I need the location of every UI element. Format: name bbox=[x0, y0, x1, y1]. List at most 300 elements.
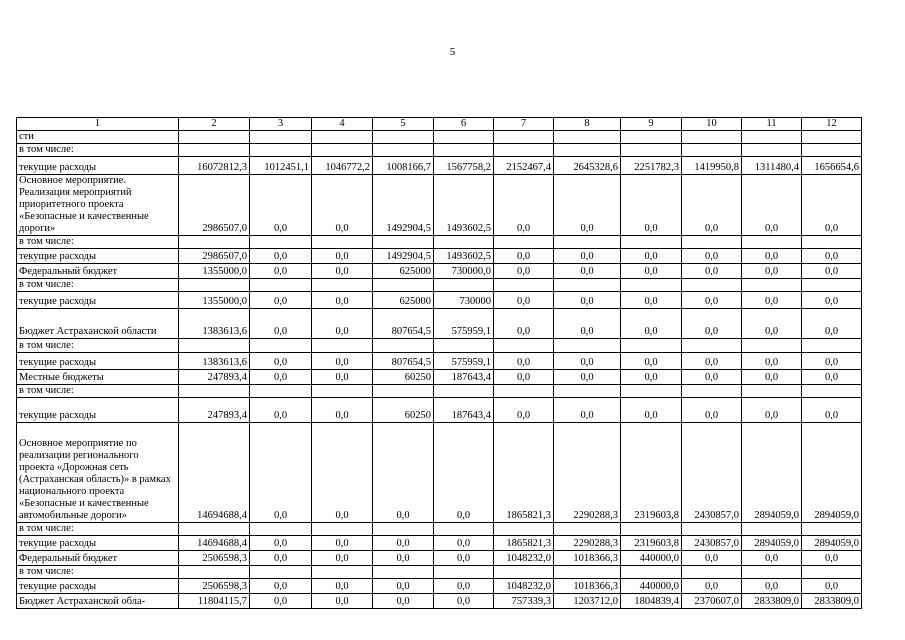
row-label-cell: в том числе: bbox=[17, 339, 179, 353]
value-cell: 0,0 bbox=[621, 249, 682, 264]
value-cell bbox=[373, 279, 434, 292]
value-cell: 0,0 bbox=[742, 264, 802, 279]
value-cell: 0,0 bbox=[373, 594, 434, 609]
value-cell: 0,0 bbox=[312, 579, 373, 594]
value-cell bbox=[179, 131, 250, 144]
column-header: 12 bbox=[802, 118, 862, 131]
value-cell: 0,0 bbox=[312, 370, 373, 385]
row-label-cell: в том числе: bbox=[17, 385, 179, 398]
value-cell bbox=[621, 279, 682, 292]
value-cell: 0,0 bbox=[312, 398, 373, 423]
column-header: 8 bbox=[554, 118, 621, 131]
value-cell: 1419950,8 bbox=[682, 157, 742, 175]
value-cell bbox=[682, 131, 742, 144]
value-cell: 0,0 bbox=[554, 175, 621, 236]
value-cell: 0,0 bbox=[312, 536, 373, 551]
value-cell: 0,0 bbox=[434, 579, 494, 594]
value-cell: 60250 bbox=[373, 370, 434, 385]
value-cell: 2370607,0 bbox=[682, 594, 742, 609]
value-cell bbox=[682, 279, 742, 292]
value-cell bbox=[373, 566, 434, 579]
value-cell: 0,0 bbox=[682, 175, 742, 236]
value-cell: 2152467,4 bbox=[494, 157, 554, 175]
value-cell bbox=[554, 385, 621, 398]
value-cell: 0,0 bbox=[742, 370, 802, 385]
value-cell: 1865821,3 bbox=[494, 423, 554, 523]
row-label-cell: текущие расходы bbox=[17, 353, 179, 370]
value-cell bbox=[742, 236, 802, 249]
value-cell bbox=[179, 385, 250, 398]
value-cell bbox=[250, 236, 312, 249]
value-cell bbox=[554, 236, 621, 249]
value-cell: 1355000,0 bbox=[179, 264, 250, 279]
value-cell: 247893,4 bbox=[179, 398, 250, 423]
value-cell: 2430857,0 bbox=[682, 536, 742, 551]
value-cell: 0,0 bbox=[250, 579, 312, 594]
value-cell bbox=[802, 279, 862, 292]
value-cell bbox=[682, 385, 742, 398]
value-cell bbox=[554, 131, 621, 144]
row-label-cell: текущие расходы bbox=[17, 292, 179, 309]
value-cell: 0,0 bbox=[250, 370, 312, 385]
value-cell bbox=[373, 339, 434, 353]
row-label-cell: Федеральный бюджет bbox=[17, 264, 179, 279]
value-cell: 0,0 bbox=[554, 292, 621, 309]
row-label-cell: в том числе: bbox=[17, 523, 179, 536]
value-cell: 0,0 bbox=[621, 353, 682, 370]
value-cell: 0,0 bbox=[250, 264, 312, 279]
table-row bbox=[17, 398, 862, 423]
row-label-cell: в том числе: bbox=[17, 236, 179, 249]
value-cell: 2894059,0 bbox=[742, 423, 802, 523]
table-row bbox=[17, 594, 862, 609]
value-cell: 1355000,0 bbox=[179, 292, 250, 309]
value-cell: 0,0 bbox=[802, 175, 862, 236]
column-header: 11 bbox=[742, 118, 802, 131]
row-label-cell: сти bbox=[17, 131, 179, 144]
value-cell: 2986507,0 bbox=[179, 249, 250, 264]
value-cell bbox=[373, 131, 434, 144]
value-cell bbox=[312, 339, 373, 353]
value-cell: 0,0 bbox=[802, 579, 862, 594]
value-cell: 0,0 bbox=[682, 264, 742, 279]
value-cell: 14694688,4 bbox=[179, 423, 250, 523]
value-cell bbox=[742, 385, 802, 398]
value-cell: 0,0 bbox=[373, 579, 434, 594]
value-cell bbox=[554, 279, 621, 292]
value-cell bbox=[179, 279, 250, 292]
value-cell bbox=[250, 144, 312, 157]
value-cell: 0,0 bbox=[494, 398, 554, 423]
value-cell: 1018366,3 bbox=[554, 551, 621, 566]
row-label-cell: Бюджет Астраханской обла- bbox=[17, 594, 179, 609]
value-cell bbox=[802, 236, 862, 249]
value-cell bbox=[494, 279, 554, 292]
value-cell bbox=[554, 339, 621, 353]
value-cell: 0,0 bbox=[621, 309, 682, 339]
value-cell: 0,0 bbox=[434, 551, 494, 566]
value-cell: 0,0 bbox=[312, 249, 373, 264]
value-cell bbox=[312, 279, 373, 292]
value-cell: 2319603,8 bbox=[621, 536, 682, 551]
value-cell: 1493602,5 bbox=[434, 249, 494, 264]
value-cell bbox=[179, 144, 250, 157]
row-label-cell: Бюджет Астраханской области bbox=[17, 309, 179, 339]
value-cell: 0,0 bbox=[742, 551, 802, 566]
value-cell bbox=[373, 523, 434, 536]
row-label-cell: Основное мероприятие по реализации регионального проекта «Дорожная сеть (Астраханская область)» в рамках национального проекта «Безопасные и качественные автомобильные дороги» bbox=[17, 423, 179, 523]
value-cell: 625000 bbox=[373, 292, 434, 309]
value-cell: 11804115,7 bbox=[179, 594, 250, 609]
value-cell: 2986507,0 bbox=[179, 175, 250, 236]
column-header: 9 bbox=[621, 118, 682, 131]
column-number-row bbox=[17, 118, 862, 131]
value-cell: 1046772,2 bbox=[312, 157, 373, 175]
table-row bbox=[17, 144, 862, 157]
value-cell: 1656654,6 bbox=[802, 157, 862, 175]
value-cell bbox=[742, 144, 802, 157]
value-cell: 0,0 bbox=[312, 551, 373, 566]
value-cell bbox=[434, 131, 494, 144]
value-cell: 14694688,4 bbox=[179, 536, 250, 551]
value-cell: 1493602,5 bbox=[434, 175, 494, 236]
value-cell bbox=[494, 339, 554, 353]
value-cell: 1012451,1 bbox=[250, 157, 312, 175]
column-header: 1 bbox=[17, 118, 179, 131]
value-cell: 0,0 bbox=[621, 175, 682, 236]
value-cell: 0,0 bbox=[554, 353, 621, 370]
value-cell: 0,0 bbox=[312, 594, 373, 609]
value-cell: 0,0 bbox=[312, 292, 373, 309]
value-cell: 0,0 bbox=[682, 249, 742, 264]
value-cell bbox=[312, 523, 373, 536]
column-header: 5 bbox=[373, 118, 434, 131]
value-cell: 440000,0 bbox=[621, 579, 682, 594]
value-cell bbox=[742, 339, 802, 353]
value-cell: 0,0 bbox=[250, 175, 312, 236]
value-cell bbox=[434, 279, 494, 292]
value-cell bbox=[434, 566, 494, 579]
value-cell bbox=[494, 131, 554, 144]
value-cell: 0,0 bbox=[682, 551, 742, 566]
value-cell bbox=[802, 566, 862, 579]
value-cell bbox=[494, 566, 554, 579]
value-cell: 807654,5 bbox=[373, 309, 434, 339]
value-cell bbox=[250, 339, 312, 353]
value-cell: 2833809,0 bbox=[802, 594, 862, 609]
row-label-cell: текущие расходы bbox=[17, 536, 179, 551]
value-cell bbox=[742, 523, 802, 536]
value-cell bbox=[682, 566, 742, 579]
value-cell: 0,0 bbox=[312, 309, 373, 339]
value-cell: 0,0 bbox=[250, 551, 312, 566]
value-cell bbox=[682, 339, 742, 353]
value-cell: 0,0 bbox=[312, 264, 373, 279]
value-cell: 187643,4 bbox=[434, 370, 494, 385]
value-cell: 187643,4 bbox=[434, 398, 494, 423]
value-cell bbox=[434, 385, 494, 398]
value-cell: 0,0 bbox=[621, 264, 682, 279]
table-row bbox=[17, 292, 862, 309]
value-cell: 60250 bbox=[373, 398, 434, 423]
value-cell bbox=[621, 339, 682, 353]
table-row bbox=[17, 423, 862, 523]
value-cell: 0,0 bbox=[802, 370, 862, 385]
value-cell: 757339,3 bbox=[494, 594, 554, 609]
value-cell: 0,0 bbox=[802, 398, 862, 423]
value-cell: 1804839,4 bbox=[621, 594, 682, 609]
table-row bbox=[17, 279, 862, 292]
value-cell: 2290288,3 bbox=[554, 536, 621, 551]
column-header: 7 bbox=[494, 118, 554, 131]
value-cell: 1492904,5 bbox=[373, 249, 434, 264]
value-cell: 0,0 bbox=[250, 536, 312, 551]
value-cell bbox=[494, 385, 554, 398]
table-row bbox=[17, 566, 862, 579]
value-cell: 0,0 bbox=[802, 292, 862, 309]
value-cell: 0,0 bbox=[250, 309, 312, 339]
value-cell bbox=[554, 566, 621, 579]
value-cell: 2506598,3 bbox=[179, 551, 250, 566]
value-cell: 1492904,5 bbox=[373, 175, 434, 236]
value-cell: 1048232,0 bbox=[494, 579, 554, 594]
value-cell: 0,0 bbox=[494, 370, 554, 385]
table-row bbox=[17, 523, 862, 536]
value-cell: 2894059,0 bbox=[742, 536, 802, 551]
value-cell bbox=[802, 385, 862, 398]
value-cell: 1865821,3 bbox=[494, 536, 554, 551]
value-cell bbox=[621, 236, 682, 249]
row-label-cell: Основное мероприятие. Реализация мероприятий приоритетного проекта «Безопасные и качественные дороги» bbox=[17, 175, 179, 236]
row-label-cell: в том числе: bbox=[17, 566, 179, 579]
value-cell: 0,0 bbox=[312, 353, 373, 370]
table-row bbox=[17, 264, 862, 279]
value-cell: 0,0 bbox=[682, 309, 742, 339]
value-cell: 0,0 bbox=[494, 264, 554, 279]
value-cell: 1018366,3 bbox=[554, 579, 621, 594]
value-cell bbox=[621, 566, 682, 579]
value-cell: 2894059,0 bbox=[802, 536, 862, 551]
value-cell bbox=[373, 144, 434, 157]
value-cell: 0,0 bbox=[742, 353, 802, 370]
value-cell: 0,0 bbox=[554, 264, 621, 279]
value-cell: 0,0 bbox=[250, 398, 312, 423]
table-row bbox=[17, 309, 862, 339]
value-cell: 2290288,3 bbox=[554, 423, 621, 523]
value-cell: 0,0 bbox=[621, 370, 682, 385]
value-cell: 0,0 bbox=[250, 594, 312, 609]
value-cell bbox=[742, 131, 802, 144]
value-cell: 0,0 bbox=[621, 398, 682, 423]
value-cell: 0,0 bbox=[802, 353, 862, 370]
value-cell bbox=[554, 144, 621, 157]
value-cell: 16072812,3 bbox=[179, 157, 250, 175]
row-label-cell: в том числе: bbox=[17, 279, 179, 292]
table-row bbox=[17, 385, 862, 398]
value-cell bbox=[682, 236, 742, 249]
value-cell bbox=[802, 523, 862, 536]
value-cell bbox=[250, 279, 312, 292]
value-cell: 0,0 bbox=[682, 579, 742, 594]
value-cell: 0,0 bbox=[312, 423, 373, 523]
value-cell: 0,0 bbox=[373, 423, 434, 523]
value-cell: 0,0 bbox=[682, 370, 742, 385]
value-cell: 0,0 bbox=[494, 309, 554, 339]
value-cell bbox=[742, 566, 802, 579]
value-cell: 2645328,6 bbox=[554, 157, 621, 175]
value-cell: 0,0 bbox=[250, 292, 312, 309]
value-cell: 0,0 bbox=[554, 309, 621, 339]
value-cell bbox=[179, 339, 250, 353]
table-row bbox=[17, 236, 862, 249]
value-cell bbox=[682, 144, 742, 157]
value-cell bbox=[494, 144, 554, 157]
value-cell bbox=[373, 385, 434, 398]
value-cell: 575959,1 bbox=[434, 309, 494, 339]
value-cell: 730000,0 bbox=[434, 264, 494, 279]
column-header: 3 bbox=[250, 118, 312, 131]
table-row bbox=[17, 249, 862, 264]
value-cell: 0,0 bbox=[434, 536, 494, 551]
value-cell: 0,0 bbox=[250, 249, 312, 264]
value-cell bbox=[312, 385, 373, 398]
column-header: 2 bbox=[179, 118, 250, 131]
value-cell: 0,0 bbox=[802, 249, 862, 264]
table-row bbox=[17, 370, 862, 385]
value-cell: 0,0 bbox=[742, 398, 802, 423]
value-cell: 0,0 bbox=[742, 249, 802, 264]
value-cell: 2833809,0 bbox=[742, 594, 802, 609]
value-cell bbox=[179, 523, 250, 536]
row-label-cell: Федеральный бюджет bbox=[17, 551, 179, 566]
value-cell: 0,0 bbox=[742, 309, 802, 339]
value-cell: 0,0 bbox=[494, 249, 554, 264]
value-cell: 0,0 bbox=[554, 370, 621, 385]
value-cell: 625000 bbox=[373, 264, 434, 279]
value-cell bbox=[621, 385, 682, 398]
value-cell bbox=[494, 523, 554, 536]
value-cell: 0,0 bbox=[742, 579, 802, 594]
table-row bbox=[17, 175, 862, 236]
value-cell: 440000,0 bbox=[621, 551, 682, 566]
value-cell: 0,0 bbox=[434, 423, 494, 523]
value-cell: 0,0 bbox=[554, 398, 621, 423]
value-cell: 1383613,6 bbox=[179, 309, 250, 339]
value-cell: 0,0 bbox=[802, 551, 862, 566]
value-cell bbox=[250, 385, 312, 398]
column-header: 10 bbox=[682, 118, 742, 131]
value-cell bbox=[179, 236, 250, 249]
value-cell bbox=[250, 131, 312, 144]
value-cell bbox=[373, 236, 434, 249]
value-cell: 0,0 bbox=[682, 292, 742, 309]
table-row bbox=[17, 339, 862, 353]
table-row bbox=[17, 579, 862, 594]
value-cell bbox=[312, 144, 373, 157]
value-cell bbox=[802, 339, 862, 353]
value-cell bbox=[621, 144, 682, 157]
value-cell: 0,0 bbox=[434, 594, 494, 609]
value-cell bbox=[802, 144, 862, 157]
value-cell bbox=[434, 144, 494, 157]
value-cell: 1203712,0 bbox=[554, 594, 621, 609]
value-cell: 0,0 bbox=[554, 249, 621, 264]
value-cell bbox=[742, 279, 802, 292]
value-cell bbox=[802, 131, 862, 144]
value-cell bbox=[494, 236, 554, 249]
value-cell: 0,0 bbox=[250, 423, 312, 523]
row-label-cell: текущие расходы bbox=[17, 398, 179, 423]
value-cell: 807654,5 bbox=[373, 353, 434, 370]
value-cell bbox=[434, 236, 494, 249]
value-cell: 0,0 bbox=[742, 175, 802, 236]
value-cell bbox=[682, 523, 742, 536]
value-cell bbox=[250, 566, 312, 579]
table-row bbox=[17, 536, 862, 551]
value-cell: 2319603,8 bbox=[621, 423, 682, 523]
table-row bbox=[17, 131, 862, 144]
page-number: 5 bbox=[449, 46, 456, 58]
value-cell: 730000 bbox=[434, 292, 494, 309]
value-cell bbox=[621, 523, 682, 536]
table-row bbox=[17, 157, 862, 175]
value-cell: 0,0 bbox=[621, 292, 682, 309]
row-label-cell: текущие расходы bbox=[17, 579, 179, 594]
value-cell: 0,0 bbox=[742, 292, 802, 309]
value-cell: 0,0 bbox=[373, 551, 434, 566]
value-cell bbox=[250, 523, 312, 536]
value-cell bbox=[312, 236, 373, 249]
value-cell: 0,0 bbox=[373, 536, 434, 551]
value-cell: 575959,1 bbox=[434, 353, 494, 370]
value-cell: 0,0 bbox=[682, 353, 742, 370]
value-cell: 0,0 bbox=[494, 292, 554, 309]
value-cell: 2251782,3 bbox=[621, 157, 682, 175]
value-cell: 0,0 bbox=[494, 353, 554, 370]
value-cell bbox=[179, 566, 250, 579]
value-cell: 2506598,3 bbox=[179, 579, 250, 594]
table-row bbox=[17, 353, 862, 370]
value-cell: 0,0 bbox=[250, 353, 312, 370]
value-cell: 1311480,4 bbox=[742, 157, 802, 175]
value-cell: 0,0 bbox=[682, 398, 742, 423]
value-cell: 2894059,0 bbox=[802, 423, 862, 523]
value-cell: 1048232,0 bbox=[494, 551, 554, 566]
value-cell: 2430857,0 bbox=[682, 423, 742, 523]
row-label-cell: Местные бюджеты bbox=[17, 370, 179, 385]
value-cell bbox=[434, 523, 494, 536]
table-row bbox=[17, 551, 862, 566]
value-cell: 1567758,2 bbox=[434, 157, 494, 175]
value-cell: 0,0 bbox=[312, 175, 373, 236]
value-cell: 1383613,6 bbox=[179, 353, 250, 370]
value-cell: 0,0 bbox=[802, 264, 862, 279]
value-cell bbox=[312, 131, 373, 144]
row-label-cell: текущие расходы bbox=[17, 249, 179, 264]
value-cell: 1008166,7 bbox=[373, 157, 434, 175]
value-cell: 0,0 bbox=[494, 175, 554, 236]
value-cell: 247893,4 bbox=[179, 370, 250, 385]
column-header: 4 bbox=[312, 118, 373, 131]
value-cell bbox=[621, 131, 682, 144]
value-cell: 0,0 bbox=[802, 309, 862, 339]
value-cell bbox=[434, 339, 494, 353]
table-body bbox=[17, 131, 862, 609]
budget-table bbox=[16, 117, 862, 609]
value-cell bbox=[554, 523, 621, 536]
column-header: 6 bbox=[434, 118, 494, 131]
row-label-cell: текущие расходы bbox=[17, 157, 179, 175]
